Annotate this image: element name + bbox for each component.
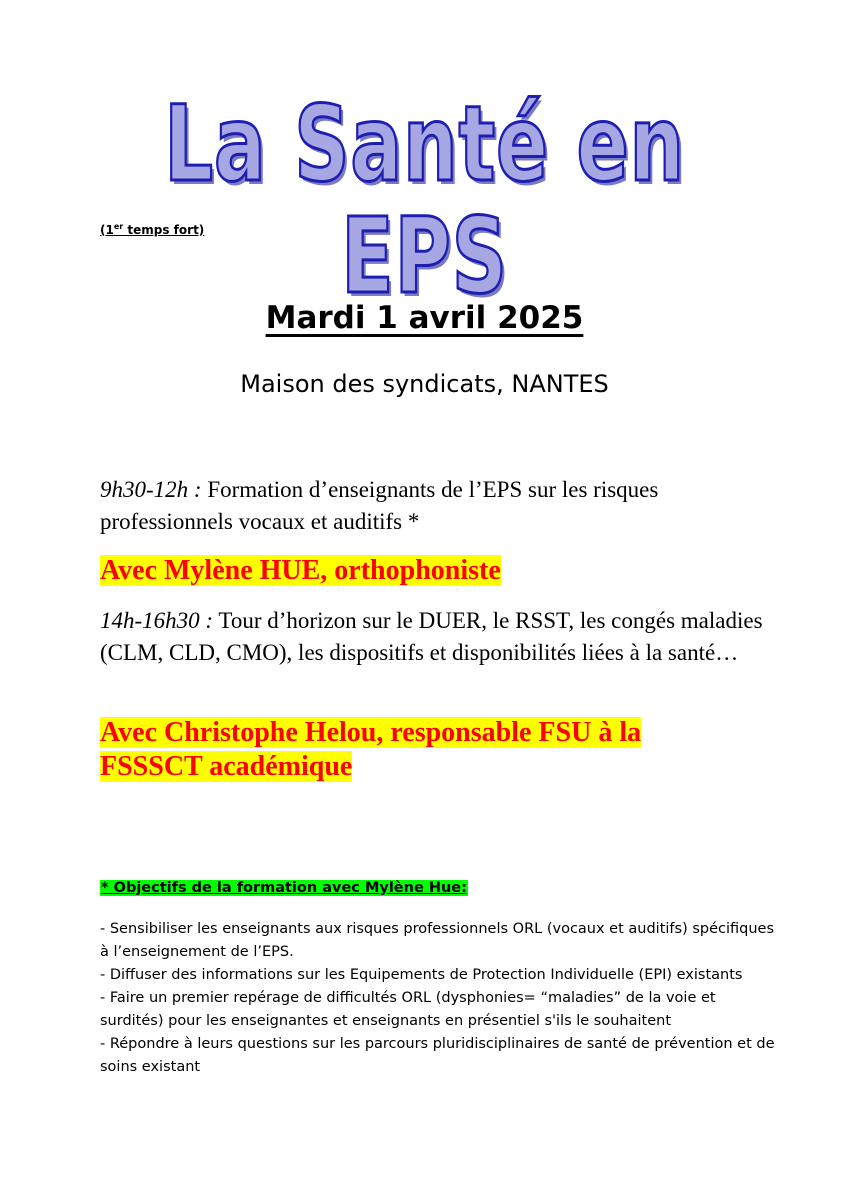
session-afternoon (100, 605, 780, 669)
objective-item: - Faire un premier repérage de difficultés ORL (dysphonies= “maladies” de la voie et surdités) pour les enseignantes et enseignants en présentiel s'ils le souhaitent (100, 990, 716, 1029)
subtitle-prefix: (1 (100, 223, 114, 237)
speaker-morning (100, 554, 780, 588)
session-morning (100, 474, 780, 538)
title-container (0, 83, 849, 317)
subtitle-superscript: er (113, 222, 124, 231)
speaker-name-line-2: FSSSCT académique (100, 751, 353, 782)
session-time: 9h30-12h : (100, 477, 202, 502)
objectives-list (100, 918, 780, 1079)
objectives-heading: * Objectifs de la formation avec Mylène Hue: (101, 880, 467, 896)
session-description: Tour d’horizon sur le DUER, le RSST, les congés maladies (CLM, CLD, CMO), les dispositifs et disponibilités liées à la santé… (100, 608, 763, 665)
session-description: Formation d’enseignants de l’EPS sur les risques professionnels vocaux et auditifs * (100, 477, 659, 534)
event-place: Maison des syndicats, NANTES (240, 370, 609, 398)
speaker-afternoon (100, 716, 780, 784)
page-title: La Santé en EPS (164, 83, 685, 317)
objective-item: - Diffuser des informations sur les Equipements de Protection Individuelle (EPI) existants (100, 967, 743, 983)
objective-item: - Sensibiliser les enseignants aux risques professionnels ORL (vocaux et auditifs) spécifiques à l’enseignement de l’EPS. (100, 921, 775, 960)
session-time: 14h-16h30 : (100, 608, 214, 633)
subtitle (100, 222, 204, 237)
event-date: Mardi 1 avril 2025 (265, 300, 584, 336)
speaker-name-line-1: Avec Christophe Helou, responsable FSU à la (100, 717, 642, 748)
objective-item: - Répondre à leurs questions sur les parcours pluridisciplinaires de santé de prévention et de soins existant (100, 1036, 775, 1075)
subtitle-suffix: temps fort) (123, 223, 205, 237)
speaker-name: Avec Mylène HUE, orthophoniste (100, 555, 501, 586)
